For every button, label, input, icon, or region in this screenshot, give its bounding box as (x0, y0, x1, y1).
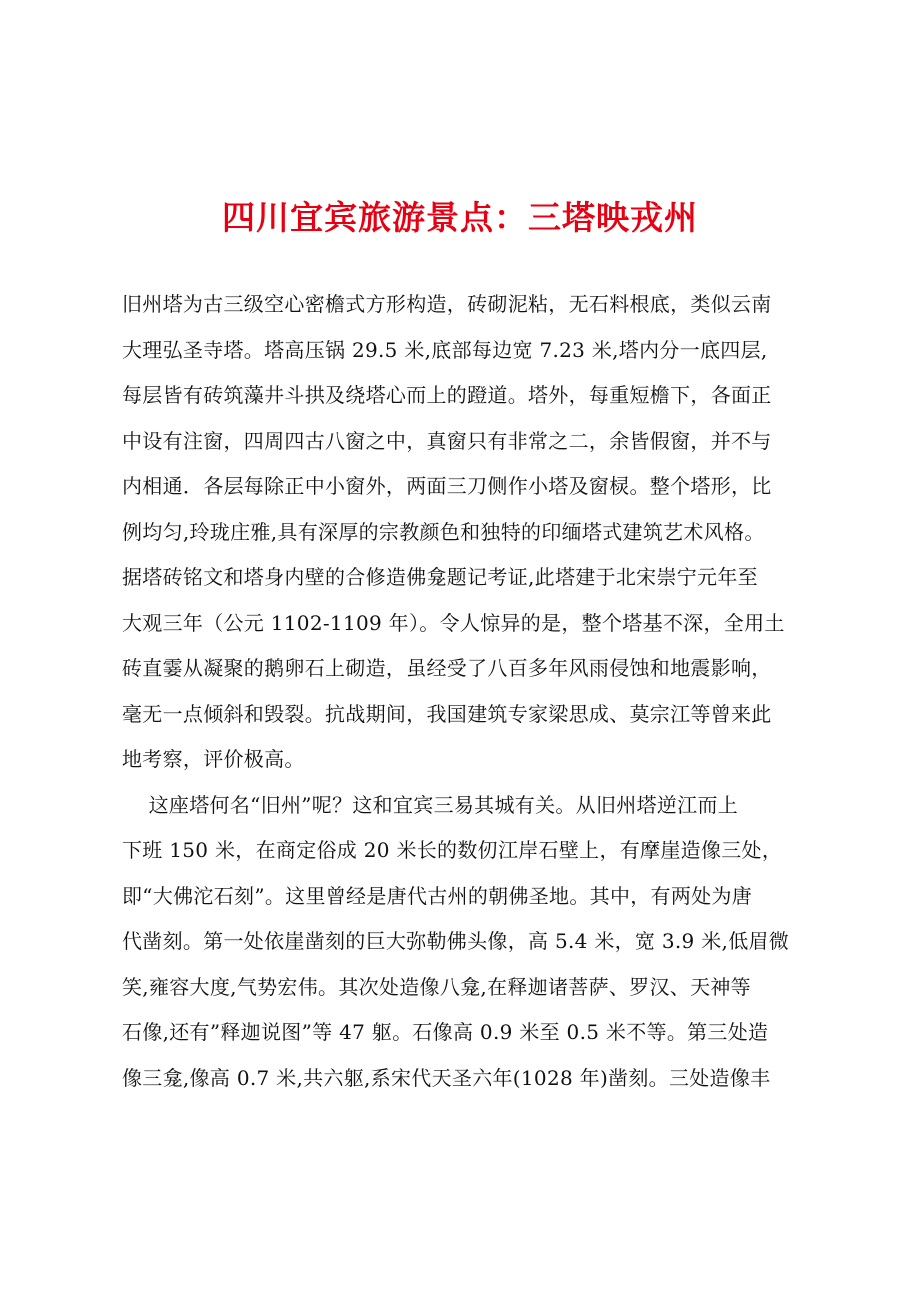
text-line: 即“大佛沱石刻”。这里曾经是唐代古州的朝佛圣地。其中，有两处为唐 (122, 883, 753, 908)
document-body (122, 282, 810, 1101)
text-line: 每层皆有砖筑藻井斗拱及绕塔心而上的蹬道。塔外，每重短檐下，各面正 (122, 383, 772, 407)
document-title: 四川宜宾旅游景点：三塔映戎州 (222, 198, 698, 237)
text-line: 大观三年（公元 1102-1109 年）。令人惊异的是，整个塔基不深，全用土 (122, 610, 785, 635)
text-line: 例均匀,玲珑庄雅,具有深厚的宗教颜色和独特的印缅塔式建筑艺术风格。 (122, 519, 765, 544)
text-line: 地考察，评价极高。 (122, 747, 305, 771)
text-line: 像三龛,像高 0.7 米,共六躯,系宋代天圣六年(1028 年)凿刻。三处造像丰 (122, 1065, 771, 1090)
text-line: 代凿刻。第一处依崖凿刻的巨大弥勒佛头像，高 5.4 米，宽 3.9 米,低眉微 (122, 929, 790, 953)
text-line: 内相通．各层每除正中小窗外，两面三刀侧作小塔及窗棂。整个塔形，比 (122, 474, 772, 498)
text-line: 大理弘圣寺塔。塔高压锅 29.5 米,底部每边宽 7.23 米,塔内分一底四层, (122, 337, 768, 362)
text-line: 这座塔何名“旧州”呢？这和宜宾三易其城有关。从旧州塔逆江而上 (122, 792, 739, 817)
text-line: 笑,雍容大度,气势宏伟。其次处造像八龛,在释迦诸菩萨、罗汉、天神等 (122, 974, 751, 999)
text-line: 毫无一点倾斜和毁裂。抗战期间，我国建筑专家梁思成、莫宗江等曾来此 (122, 701, 772, 726)
text-line: 中设有注窗，四周四古八窗之中，真窗只有非常之二，余皆假窗，并不与 (122, 428, 772, 453)
text-line: 据塔砖铭文和塔身内壁的合修造佛龛题记考证,此塔建于北宋崇宁元年至 (122, 565, 758, 589)
text-line: 旧州塔为古三级空心密檐式方形构造，砖砌泥粘，无石料根底，类似云南 (122, 292, 772, 316)
text-line: 砖直霎从凝聚的鹅卵石上砌造，虽经受了八百多年风雨侵蚀和地震影响， (122, 656, 772, 680)
text-line: 石像,还有”释迦说图”等 47 躯。石像高 0.9 米至 0.5 米不等。第三处造 (122, 1020, 769, 1044)
text-line: 下班 150 米，在商定俗成 20 米长的数仞江岸石壁上，有摩崖造像三处， (122, 838, 783, 862)
